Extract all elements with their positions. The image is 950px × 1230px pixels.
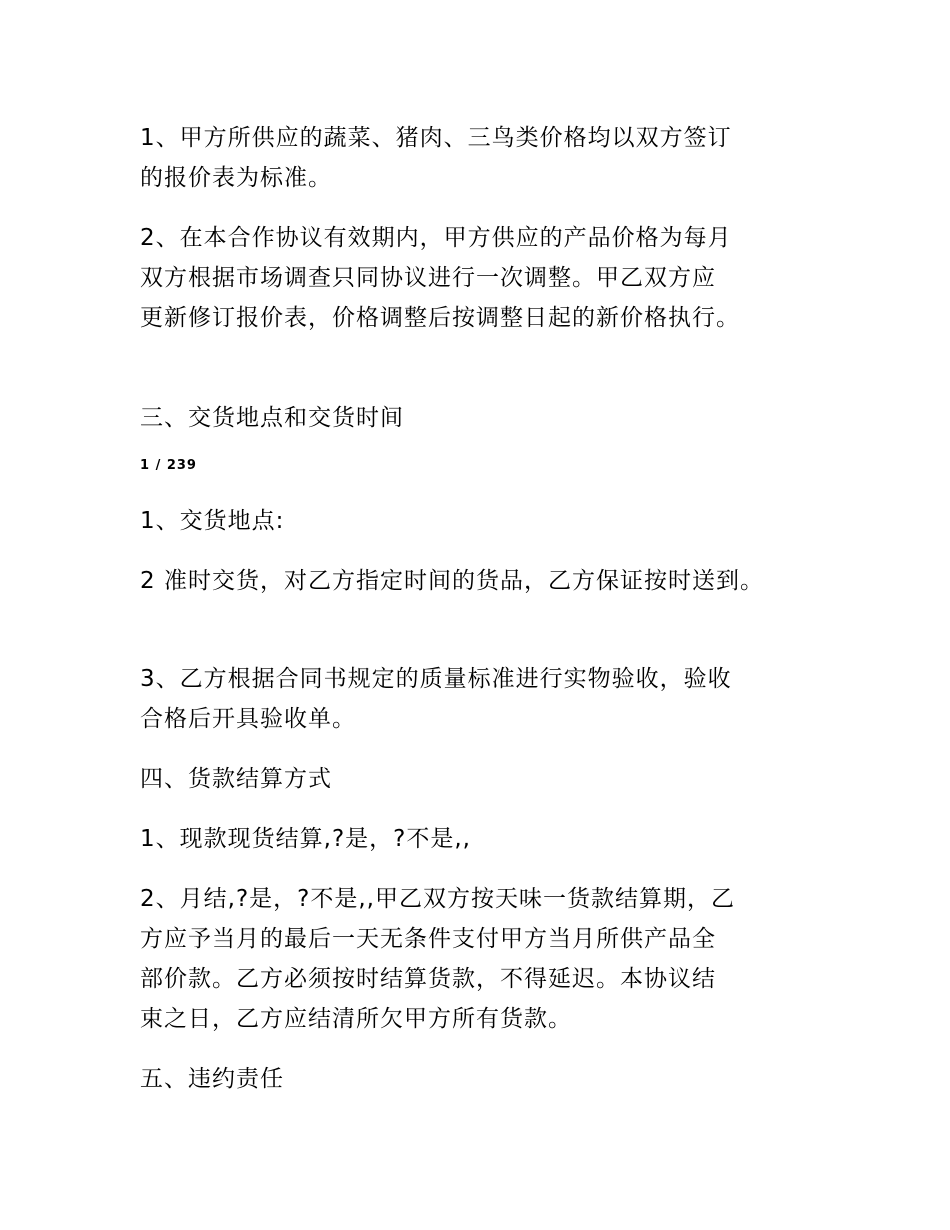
paragraph-line: 合格后开具验收单。 [140, 706, 356, 732]
paragraph-line: 束之日，乙方应结清所欠甲方所有货款。 [140, 1006, 572, 1032]
paragraph-line: 1、甲方所供应的蔬菜、猪肉、三鸟类价格均以双方签订 [140, 125, 732, 151]
paragraph-line: 双方根据市场调查只同协议进行一次调整。甲乙双方应 [140, 265, 716, 291]
paragraph-line: 1、现款现货结算,?是，?不是,, [140, 826, 471, 852]
paragraph-line: 2、在本合作协议有效期内，甲方供应的产品价格为每月 [140, 225, 732, 251]
paragraph-line: 2、月结,?是，?不是,,甲乙双方按天味一货款结算期，乙 [140, 886, 735, 912]
section-heading: 四、货款结算方式 [140, 766, 332, 792]
page-number: 1 / 239 [140, 458, 197, 473]
section-heading: 三、交货地点和交货时间 [140, 405, 404, 431]
paragraph-line: 更新修订报价表，价格调整后按调整日起的新价格执行。 [140, 305, 740, 331]
paragraph-line: 方应予当月的最后一天无条件支付甲方当月所供产品全 [140, 926, 716, 952]
section-heading: 五、违约责任 [140, 1066, 284, 1092]
paragraph-line: 1、交货地点: [140, 508, 285, 534]
paragraph-line: 2 准时交货，对乙方指定时间的货品，乙方保证按时送到。 [140, 568, 764, 594]
paragraph-line: 3、乙方根据合同书规定的质量标准进行实物验收，验收 [140, 666, 732, 692]
paragraph-line: 的报价表为标准。 [140, 165, 332, 191]
paragraph-line: 部价款。乙方必须按时结算货款，不得延迟。本协议结 [140, 966, 716, 992]
